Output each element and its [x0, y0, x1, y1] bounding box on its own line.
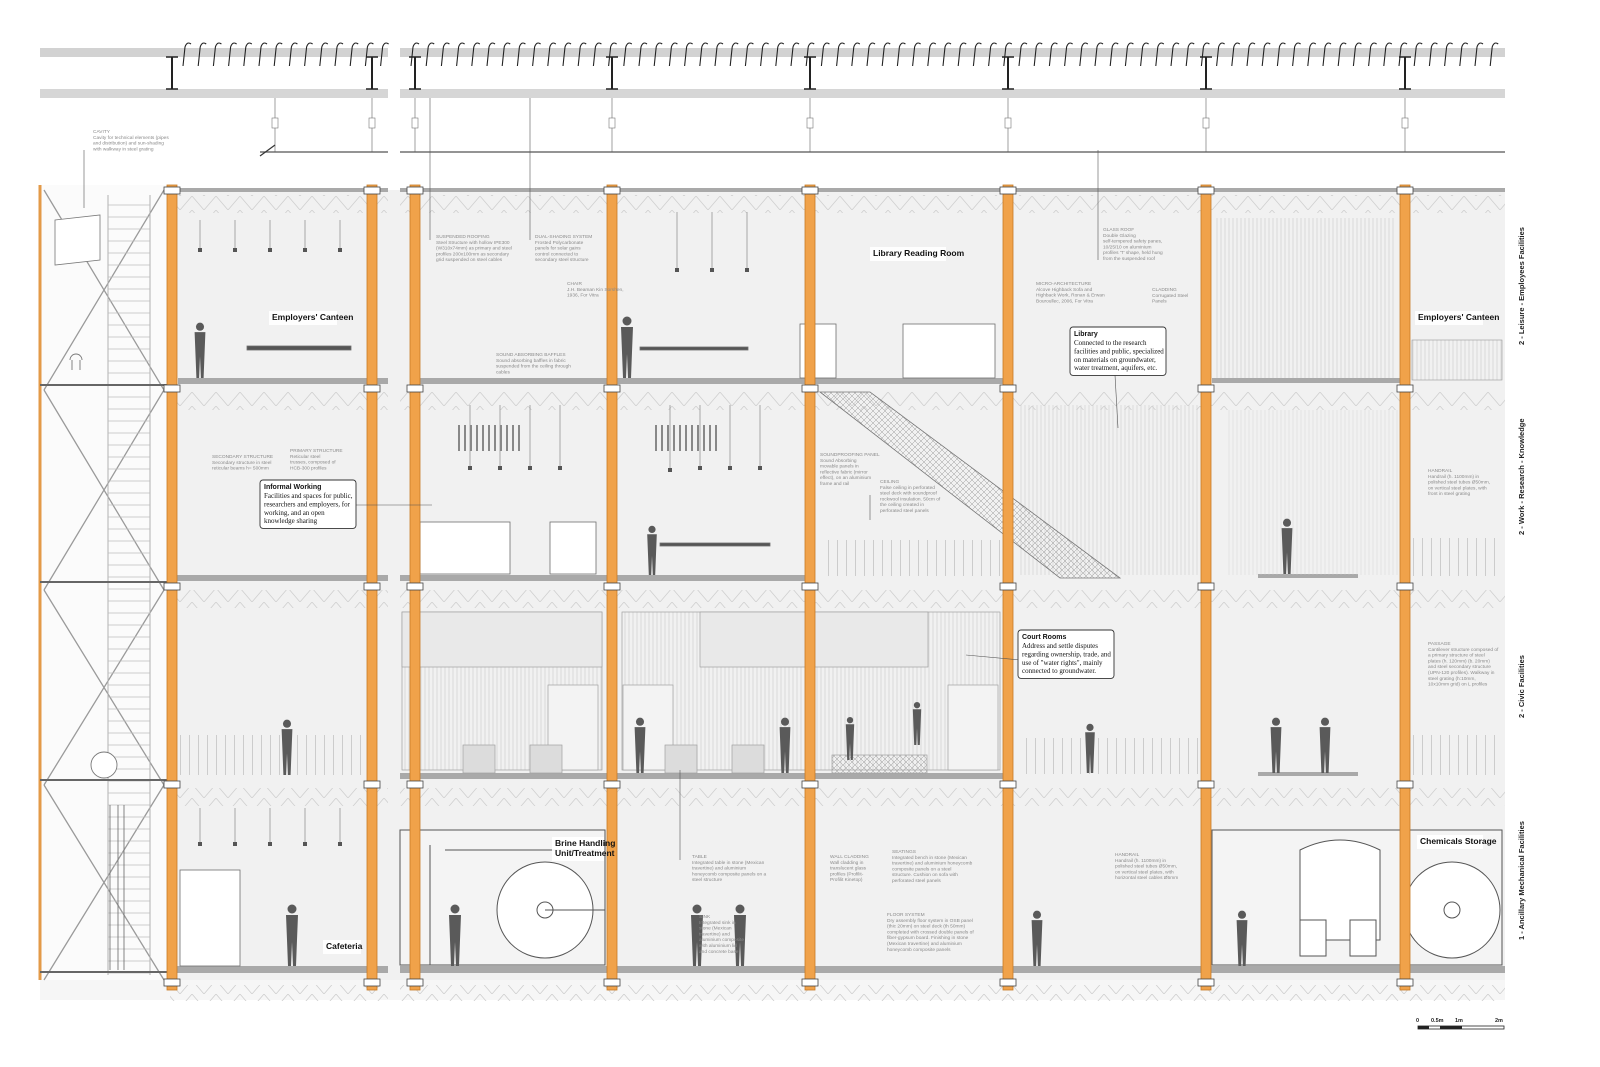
- lamp-icon: [528, 466, 532, 470]
- side-label-ancillary: 1 - Ancillary Mechanical Facilities: [1517, 821, 1526, 940]
- lamp-icon: [758, 466, 762, 470]
- acoustic-baffle: [679, 425, 681, 451]
- lamp-icon: [268, 842, 272, 846]
- lamp-icon: [710, 268, 714, 272]
- annotation-note-baffles: SOUND ABSORBING BAFFLES Sound absorbing baffles in fabric suspended from the ceiling through cables: [496, 353, 571, 376]
- acoustic-baffle: [518, 425, 520, 451]
- column-node: [407, 187, 423, 194]
- callout-title: Library: [1074, 331, 1098, 338]
- scale-tick-half: 0.5m: [1431, 1018, 1444, 1024]
- cable-turnbuckle: [1005, 118, 1011, 128]
- lamp-icon: [558, 466, 562, 470]
- column-node: [364, 583, 380, 590]
- acoustic-baffle: [458, 425, 460, 451]
- acoustic-baffle: [470, 425, 472, 451]
- annotation-note-seatings: SEATINGS Integrated bench in stone (Mexican travertine) and aluminium honeycomb composite panels on a steel structure. Cushion on sofa with perforated steel panels: [892, 850, 973, 884]
- column-node: [407, 781, 423, 788]
- room-label: [323, 940, 363, 954]
- annotation-note-chair: CHAIR J.H. Beaman Kin Sorshen, 1936, For Vitra: [567, 282, 624, 299]
- annotation-note-table: TABLE Integrated table in stone (Mexican travertine) and aluminium honeycomb composite panels on a steel structure: [692, 855, 767, 884]
- column-node: [604, 979, 620, 986]
- cable-turnbuckle: [412, 118, 418, 128]
- acoustic-baffle: [697, 425, 699, 451]
- column-node: [1000, 385, 1016, 392]
- acoustic-baffle: [512, 425, 514, 451]
- callout-body: Facilities and spaces for public, researchers and employers, for working, and an open knowledge sharing: [264, 492, 353, 526]
- column-node: [1397, 979, 1413, 986]
- side-label-work: 2 - Work - Research - Knowledge: [1517, 418, 1526, 535]
- annotation-note-secondary-structure: SECONDARY STRUCTURE Secondary structure in steel reticular beams h= 500mm: [212, 455, 274, 472]
- callout-title: Court Rooms: [1022, 634, 1067, 641]
- scale-tick-1: 1m: [1455, 1018, 1463, 1024]
- lamp-icon: [198, 248, 202, 252]
- room-label-text: Employers' Canteen: [1418, 312, 1500, 322]
- acoustic-baffle: [685, 425, 687, 451]
- lamp-icon: [303, 248, 307, 252]
- lamp-icon: [698, 466, 702, 470]
- column-node: [407, 385, 423, 392]
- cable-turnbuckle: [1402, 118, 1408, 128]
- lamp-icon: [233, 842, 237, 846]
- annotation-note-primary-structure: PRIMARY STRUCTURE Reticular steel trusses, composed of HCB-300 profiles: [290, 449, 343, 472]
- acoustic-baffle: [673, 425, 675, 451]
- column-node: [802, 781, 818, 788]
- column-node: [604, 781, 620, 788]
- column-node: [1000, 187, 1016, 194]
- annotation-note-floor-system: FLOOR SYSTEM Dry assembly floor system in OSB panel (thic 20mm) on steel deck (th 50mm) completed with crossed double panels of fiber-gypsum board. Finishing in stone (Mexican travertine) and aluminium honeycomb composite panels: [887, 913, 974, 953]
- acoustic-baffle: [655, 425, 657, 451]
- column-node: [1198, 583, 1214, 590]
- column-node: [802, 979, 818, 986]
- acoustic-baffle: [715, 425, 717, 451]
- callout-body: Connected to the research facilities and public, specialized on materials on groundwater, water treatment, aquifers, etc.: [1074, 339, 1164, 373]
- column-node: [407, 583, 423, 590]
- annotation-note-glass-roof: GLASS ROOF Double Glazing self-tempered safety panes, 10/25/10 on aluminium profiles 'T' shape, held hung from the suspended roof: [1103, 228, 1163, 262]
- acoustic-baffle: [464, 425, 466, 451]
- room-label: [552, 837, 615, 861]
- side-label-civic: 2 - Civic Facilities: [1517, 655, 1526, 718]
- floor-usage-labels: [1517, 227, 1526, 940]
- roof-structure: [40, 43, 1505, 156]
- column-node: [407, 979, 423, 986]
- annotation-note-cladding: CLADDING Corrugated Steel Panels: [1152, 288, 1189, 305]
- annotation-note-soundproofing: SOUNDPROOFING PANEL Sound Absorbing movable panels in reflective fabric (mirror effect), on an aluminium frame and rail: [820, 453, 880, 487]
- acoustic-baffle: [709, 425, 711, 451]
- column-node: [164, 583, 180, 590]
- column-node: [1397, 781, 1413, 788]
- column-node: [1198, 781, 1214, 788]
- lamp-icon: [338, 842, 342, 846]
- callout-court: [1018, 630, 1114, 678]
- lamp-icon: [745, 268, 749, 272]
- column-node: [1000, 583, 1016, 590]
- cable-turnbuckle: [369, 118, 375, 128]
- annotation-note-handrail-lower: HANDRAIL Handrail (h. 1100mm) in polished steel tubes Ø50mm, on vertical steel plates, with horizontal steel cables Ø5mm: [1115, 853, 1179, 882]
- chemicals-tank: [1212, 830, 1502, 965]
- acoustic-baffle: [703, 425, 705, 451]
- column-node: [802, 187, 818, 194]
- scale-bar: [1416, 1018, 1504, 1029]
- room-label-text: Cafeteria: [326, 941, 363, 951]
- column-node: [604, 385, 620, 392]
- acoustic-baffle: [691, 425, 693, 451]
- court-room-panels: [402, 612, 1000, 773]
- facade-cavity: [40, 185, 168, 980]
- column-node: [1397, 385, 1413, 392]
- scale-tick-2: 2m: [1495, 1018, 1503, 1024]
- column-node: [164, 187, 180, 194]
- column-node: [364, 979, 380, 986]
- column-node: [604, 187, 620, 194]
- lamp-icon: [303, 842, 307, 846]
- column-node: [1198, 385, 1214, 392]
- annotation-note-passage: PASSAGE Cantilever structure composed of a primary structure of steel plates (h. 120mm) (b. 20mm) and steel secondary structure (UPN-120 profiles). Walkway in steel grating (h:10mm, 10x10mm grid) on L profiles: [1428, 642, 1499, 688]
- room-label-text: Brine Handling Unit/Treatment: [555, 838, 616, 858]
- scale-tick-0: 0: [1416, 1018, 1420, 1024]
- lamp-icon: [675, 268, 679, 272]
- acoustic-baffle: [488, 425, 490, 451]
- column-node: [1198, 187, 1214, 194]
- cable-turnbuckle: [609, 118, 615, 128]
- lamp-icon: [668, 468, 672, 472]
- column-node: [1397, 583, 1413, 590]
- room-label-text: Library Reading Room: [873, 248, 965, 258]
- acoustic-baffle: [506, 425, 508, 451]
- room-label-text: Employers' Canteen: [272, 312, 354, 322]
- acoustic-baffle: [661, 425, 663, 451]
- column-node: [164, 979, 180, 986]
- cable-turnbuckle: [807, 118, 813, 128]
- annotation-note-dual-shading: DUAL-SHADING SYSTEM Frosted Polycarbonate panels for solar gains control connected to secondary steel structure: [535, 235, 593, 264]
- column-node: [604, 583, 620, 590]
- column-node: [1000, 781, 1016, 788]
- roof-hangers: [166, 57, 1411, 152]
- acoustic-baffle: [500, 425, 502, 451]
- callout-body: Address and settle disputes regarding ownership, trade, and use of "water rights", mainly connected to groundwater.: [1022, 642, 1111, 676]
- lamp-icon: [468, 466, 472, 470]
- acoustic-baffle: [667, 425, 669, 451]
- column-node: [1397, 187, 1413, 194]
- callout-library: [1070, 327, 1166, 375]
- annotation-note-ceiling: CEILING False ceiling in perforated steel deck with soundproof rockwool insulation. 50cm of the ceiling created in perforated steel panels: [880, 480, 941, 514]
- column-node: [364, 781, 380, 788]
- cable-turnbuckle: [272, 118, 278, 128]
- lamp-icon: [728, 466, 732, 470]
- acoustic-baffle: [476, 425, 478, 451]
- annotation-note-cavity: CAVITY Cavity for technical elements (pipes and distribution) and sun-shading with walkway in steel grating: [93, 130, 169, 153]
- room-label-text: Chemicals Storage: [1420, 836, 1497, 846]
- column-node: [164, 781, 180, 788]
- side-label-leisure: 2 - Leisure - Employees Facilities: [1517, 227, 1526, 345]
- lamp-icon: [198, 842, 202, 846]
- column-node: [1000, 979, 1016, 986]
- column-node: [802, 583, 818, 590]
- callout-informal: [260, 480, 356, 528]
- lamp-icon: [268, 248, 272, 252]
- column-node: [364, 187, 380, 194]
- lamp-icon: [498, 466, 502, 470]
- annotation-note-sink: SINK Integrated sink in stone (Mexican travertine) and aluminium composite with aluminium lid and concrete base: [699, 915, 745, 955]
- callout-title: Informal Working: [264, 484, 322, 491]
- acoustic-baffle: [482, 425, 484, 451]
- column-node: [164, 385, 180, 392]
- annotation-note-handrail-upper: HANDRAIL Handrail (h. 1100mm) in polished steel tubes Ø50mm, on vertical steel plates, with front in steel grating: [1428, 469, 1491, 498]
- annotation-note-suspended-roofing: SUSPENDED ROOFING Steel Structure with hollow IPE300 (W310x74mm) as primary and steel profiles 200x100mm as secondary grid suspended on steel cables: [436, 235, 512, 264]
- column-node: [1198, 979, 1214, 986]
- acoustic-baffle: [494, 425, 496, 451]
- annotation-note-micro-architecture: MICRO-ARCHITECTURE Alcove Highback Sofa and Highback Work, Ronan & Erwan Bouroullec, 2006, For Vitra: [1036, 282, 1105, 305]
- cable-turnbuckle: [1203, 118, 1209, 128]
- lamp-icon: [338, 248, 342, 252]
- annotation-note-wall-cladding: WALL CLADDING Wall cladding in translucent glass profiles (Profilit-Profilit Kinetop): [830, 855, 869, 884]
- column-node: [802, 385, 818, 392]
- lamp-icon: [233, 248, 237, 252]
- column-node: [364, 385, 380, 392]
